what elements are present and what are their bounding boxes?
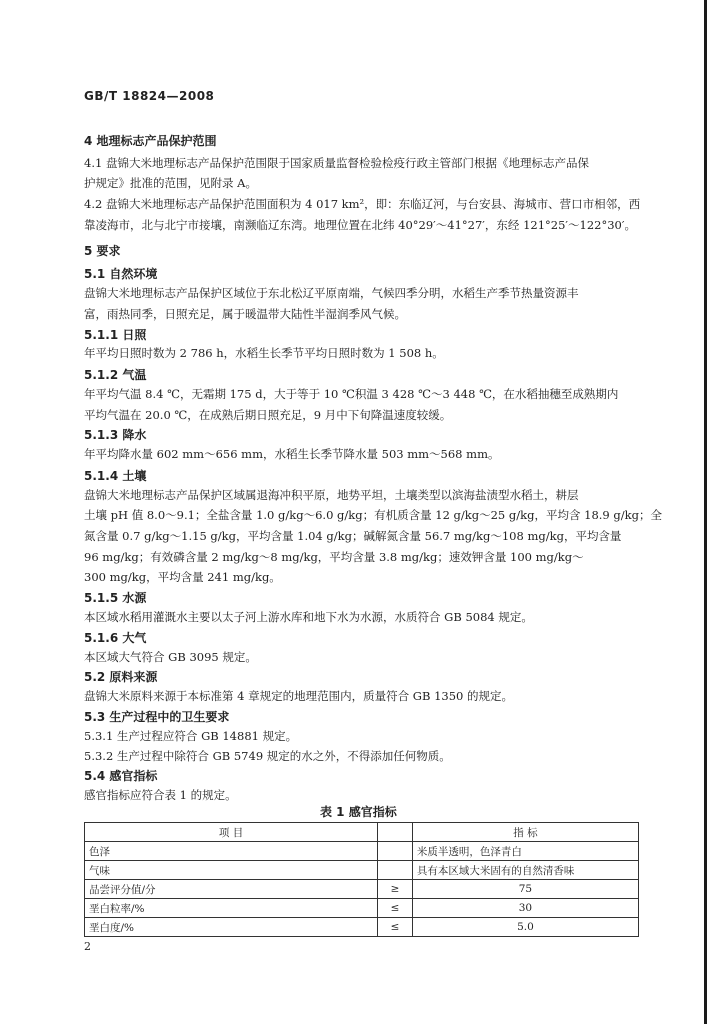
paragraph-line-s532: 5.3.2 生产过程中除符合 GB 5749 规定的水之外，不得添加任何物质。 bbox=[84, 748, 451, 763]
table-row bbox=[85, 899, 639, 918]
section-heading-s513: 5.1.3 降水 bbox=[84, 428, 147, 443]
section-heading-s51: 5.1 自然环境 bbox=[84, 267, 158, 282]
table-row bbox=[85, 861, 639, 880]
header-index: 指 标 bbox=[412, 823, 638, 842]
section-heading-s516: 5.1.6 大气 bbox=[84, 630, 147, 645]
paragraph-line-s511p: 年平均日照时数为 2 786 h，水稻生长季节平均日照时数为 1 508 h。 bbox=[84, 346, 444, 361]
section-heading-s53: 5.3 生产过程中的卫生要求 bbox=[84, 710, 230, 724]
section-heading-s515: 5.1.5 水源 bbox=[84, 591, 147, 606]
paragraph-line-s42b: 靠凌海市，北与北宁市接壤，南濒临辽东湾。地理位置在北纬 40°29′～41°27′，东经 121°25′～122°30′。 bbox=[84, 217, 636, 232]
paragraph-line-s514pd: 96 mg/kg；有效磷含量 2 mg/kg～8 mg/kg，平均含量 3.8 mg/kg；速效钾含量 100 mg/kg～ bbox=[84, 549, 584, 564]
page-edge bbox=[704, 0, 707, 1024]
row-operator bbox=[378, 861, 413, 880]
paragraph-line-s516p: 本区域大气符合 GB 3095 规定。 bbox=[84, 649, 257, 664]
header-operator bbox=[378, 823, 413, 842]
row-item: 垩白度/% bbox=[85, 918, 378, 937]
paragraph-line-s52p: 盘锦大米原料来源于本标准第 4 章规定的地理范围内，质量符合 GB 1350 的规定。 bbox=[84, 689, 513, 704]
paragraph-line-s514pc: 氮含量 0.7 g/kg～1.15 g/kg，平均含量 1.04 g/kg；碱解氮含量 56.7 mg/kg～108 mg/kg，平均含量 bbox=[84, 529, 622, 543]
row-value: 5.0 bbox=[412, 918, 638, 937]
row-operator bbox=[378, 842, 413, 861]
section-heading-s52: 5.2 原料来源 bbox=[84, 670, 158, 685]
section-heading-s511: 5.1.1 日照 bbox=[84, 327, 147, 342]
paragraph-line-s514p: 盘锦大米地理标志产品保护区域属退海冲积平原，地势平坦，土壤类型以滨海盐渍型水稻土，耕层 bbox=[84, 487, 579, 502]
row-operator: ≥ bbox=[378, 880, 413, 899]
row-value: 具有本区域大米固有的自然清香味 bbox=[412, 861, 638, 880]
table-title: 表 1 感官指标 bbox=[320, 805, 397, 819]
standard-header: GB/T 18824—2008 bbox=[84, 89, 215, 103]
paragraph-line-s531: 5.3.1 生产过程应符合 GB 14881 规定。 bbox=[84, 728, 298, 743]
paragraph-line-s513p: 年平均降水量 602 mm～656 mm，水稻生长季节降水量 503 mm～568 mm。 bbox=[84, 447, 500, 462]
table-row bbox=[85, 918, 639, 937]
paragraph-line-s41b: 护规定》批准的范围，见附录 A。 bbox=[84, 176, 257, 191]
row-value: 75 bbox=[412, 880, 638, 899]
paragraph-line-s514pb: 土壤 pH 值 8.0～9.1；全盐含量 1.0 g/kg～6.0 g/kg；有机质含量 12 g/kg～25 g/kg，平均含 18.9 g/kg；全 bbox=[84, 508, 662, 523]
sensory-index-table bbox=[84, 822, 639, 937]
row-item: 品尝评分值/分 bbox=[85, 880, 378, 899]
section-heading-s54: 5.4 感官指标 bbox=[84, 769, 158, 784]
table-header-row bbox=[85, 823, 639, 842]
row-item: 气味 bbox=[85, 861, 378, 880]
paragraph-line-s515p: 本区域水稻用灌溉水主要以太子河上游水库和地下水为水源，水质符合 GB 5084 规定。 bbox=[84, 610, 533, 624]
paragraph-line-s51p: 盘锦大米地理标志产品保护区域位于东北松辽平原南端，气候四季分明，水稻生产季节热量资源丰 bbox=[84, 286, 579, 300]
paragraph-line-s512p: 年平均气温 8.4 ℃，无霜期 175 d，大于等于 10 ℃积温 3 428 ℃～3 448 ℃，在水稻抽穗至成熟期内 bbox=[84, 386, 619, 401]
paragraph-line-s42: 4.2 盘锦大米地理标志产品保护范围面积为 4 017 km²，即：东临辽河，与台安县、海城市、营口市相邻，西 bbox=[84, 196, 641, 211]
table-row bbox=[85, 842, 639, 861]
paragraph-line-s54p: 感官指标应符合表 1 的规定。 bbox=[84, 788, 237, 803]
paragraph-line-s514pe: 300 mg/kg，平均含量 241 mg/kg。 bbox=[84, 570, 281, 585]
section-heading-s512: 5.1.2 气温 bbox=[84, 368, 147, 382]
header-item: 项 目 bbox=[85, 823, 378, 842]
row-item: 色泽 bbox=[85, 842, 378, 861]
paragraph-line-s512pb: 平均气温在 20.0 ℃，在成熟后期日照充足，9 月中下旬降温速度较缓。 bbox=[84, 407, 452, 422]
row-item: 垩白粒率/% bbox=[85, 899, 378, 918]
row-operator: ≤ bbox=[378, 918, 413, 937]
paragraph-line-s41: 4.1 盘锦大米地理标志产品保护范围限于国家质量监督检验检疫行政主管部门根据《地理标志产品保 bbox=[84, 155, 589, 170]
page-number: 2 bbox=[84, 940, 91, 953]
section-heading-s4: 4 地理标志产品保护范围 bbox=[84, 134, 217, 148]
row-value: 米质半透明，色泽青白 bbox=[412, 842, 638, 861]
row-operator: ≤ bbox=[378, 899, 413, 918]
section-heading-s514: 5.1.4 土壤 bbox=[84, 468, 147, 483]
row-value: 30 bbox=[412, 899, 638, 918]
section-heading-s5: 5 要求 bbox=[84, 243, 121, 258]
paragraph-line-s51pb: 富，雨热同季，日照充足，属于暖温带大陆性半湿润季风气候。 bbox=[84, 306, 406, 321]
table-row bbox=[85, 880, 639, 899]
